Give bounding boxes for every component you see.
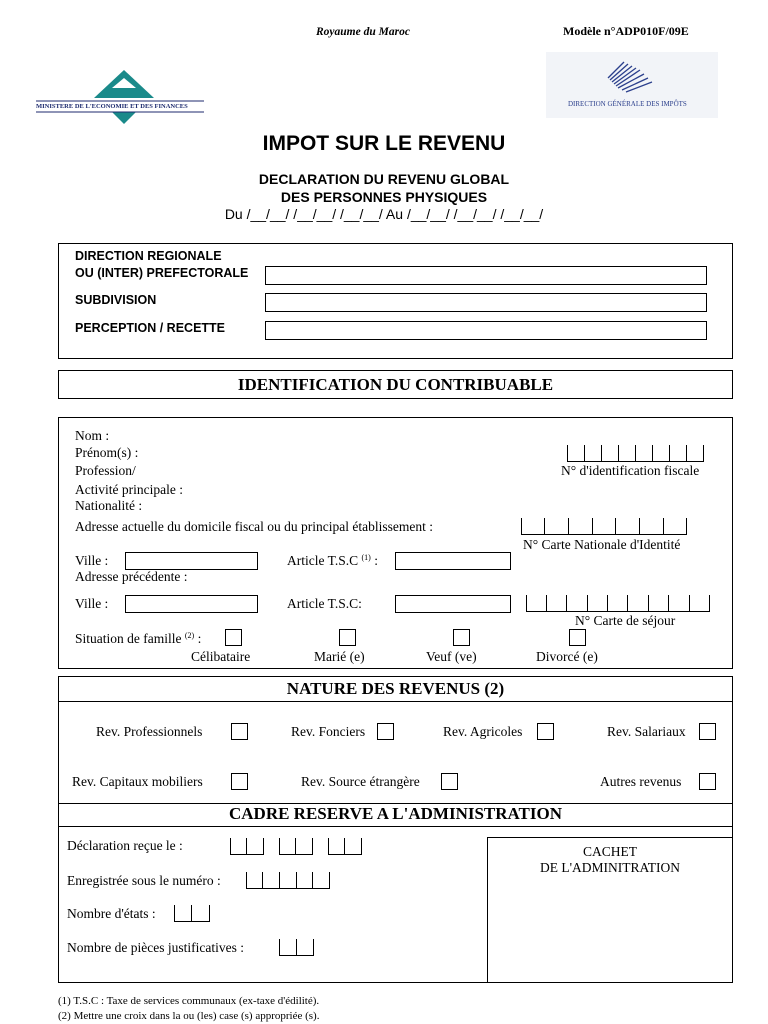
veuf-label: Veuf (ve): [426, 649, 477, 664]
pieces-justificatives-label: Nombre de pièces justificatives :: [67, 940, 244, 955]
carte-sejour-cells[interactable]: [526, 595, 710, 612]
autres-revenus-label: Autres revenus: [600, 774, 682, 789]
direction-label-line1: DIRECTION REGIONALE: [75, 249, 222, 263]
ville-precedente-label: Ville :: [75, 596, 109, 611]
subdivision-field[interactable]: [265, 293, 707, 312]
rev-agricoles-label: Rev. Agricoles: [443, 724, 523, 739]
dgi-logo-text: DIRECTION GÉNÉRALE DES IMPÔTS: [568, 100, 687, 108]
ville-precedente-field[interactable]: [125, 595, 258, 613]
rev-professionnels-checkbox[interactable]: [231, 723, 248, 740]
ministry-logo-text: MINISTERE DE L'ECONOMIE ET DES FINANCES: [36, 103, 188, 110]
ville-label: Ville :: [75, 553, 109, 568]
autres-revenus-checkbox[interactable]: [699, 773, 716, 790]
rev-salariaux-label: Rev. Salariaux: [607, 724, 686, 739]
cni-cells[interactable]: [521, 518, 687, 535]
main-title: IMPOT SUR LE REVENU: [262, 132, 506, 155]
article-tsc-precedent-label: Article T.S.C:: [287, 596, 362, 611]
footnote-2: (2) Mettre une croix dans la ou (les) case (s) appropriée (s).: [58, 1010, 320, 1022]
registration-number-cells[interactable]: [246, 872, 330, 889]
date-day-cells[interactable]: [230, 838, 264, 855]
kingdom-label: Royaume du Maroc: [316, 26, 410, 38]
subdivision-label: SUBDIVISION: [75, 293, 157, 307]
ville-field[interactable]: [125, 552, 258, 570]
cachet-label-line1: CACHET: [583, 844, 637, 859]
veuf-checkbox[interactable]: [453, 629, 470, 646]
date-year-cells[interactable]: [328, 838, 362, 855]
adresse-precedente-label: Adresse précédente :: [75, 569, 188, 584]
rev-source-etrangere-label: Rev. Source étrangère: [301, 774, 420, 789]
celibataire-checkbox[interactable]: [225, 629, 242, 646]
dgi-logo: [546, 52, 718, 118]
administration-heading: CADRE RESERVE A L'ADMINISTRATION: [228, 804, 562, 823]
activite-label: Activité principale :: [75, 482, 183, 497]
fiscal-id-label: N° d'identification fiscale: [561, 463, 700, 478]
rev-professionnels-label: Rev. Professionnels: [96, 724, 203, 739]
rev-source-etrangere-checkbox[interactable]: [441, 773, 458, 790]
subtitle-line1: DECLARATION DU REVENU GLOBAL: [258, 171, 510, 187]
direction-field[interactable]: [265, 266, 707, 285]
ministry-logo: [34, 68, 244, 128]
rev-salariaux-checkbox[interactable]: [699, 723, 716, 740]
pieces-justificatives-cells[interactable]: [279, 939, 314, 956]
article-tsc-precedent-field[interactable]: [395, 595, 511, 613]
divorce-checkbox[interactable]: [569, 629, 586, 646]
nom-label: Nom :: [75, 428, 110, 443]
nombre-etats-label: Nombre d'états :: [67, 906, 156, 921]
fiscal-id-cells[interactable]: [567, 445, 704, 462]
situation-label: Situation de famille $^{(2)}$ :: [75, 631, 202, 646]
perception-field[interactable]: [265, 321, 707, 340]
rev-agricoles-checkbox[interactable]: [537, 723, 554, 740]
direction-label-line2: OU (INTER) PREFECTORALE: [75, 266, 249, 280]
profession-label: Profession/: [75, 463, 136, 478]
rev-fonciers-label: Rev. Fonciers: [291, 724, 366, 739]
celibataire-label: Célibataire: [191, 649, 251, 664]
cachet-label-line2: DE L'ADMINITRATION: [539, 860, 681, 875]
perception-label: PERCEPTION / RECETTE: [75, 321, 226, 335]
identification-heading: IDENTIFICATION DU CONTRIBUABLE: [237, 375, 554, 394]
revenus-heading: NATURE DES REVENUS (2): [286, 679, 505, 698]
marie-checkbox[interactable]: [339, 629, 356, 646]
nationalite-label: Nationalité :: [75, 498, 143, 513]
prenom-label: Prénom(s) :: [75, 445, 139, 460]
rev-capitaux-label: Rev. Capitaux mobiliers: [72, 774, 203, 789]
subtitle-line2: DES PERSONNES PHYSIQUES: [280, 189, 488, 205]
marie-label: Marié (e): [314, 649, 365, 664]
footnote-1: (1) T.S.C : Taxe de services communaux (ex-taxe d'édilité).: [58, 995, 320, 1007]
rev-fonciers-checkbox[interactable]: [377, 723, 394, 740]
enregistree-label: Enregistrée sous le numéro :: [67, 873, 221, 888]
declaration-recue-label: Déclaration reçue le :: [67, 838, 183, 853]
rev-capitaux-checkbox[interactable]: [231, 773, 248, 790]
article-tsc-label: Article T.S.C $^{(1)}$ :: [287, 553, 378, 568]
divorce-label: Divorcé (e): [536, 649, 598, 664]
adresse-label: Adresse actuelle du domicile fiscal ou du principal établissement :: [75, 519, 434, 534]
carte-sejour-label: N° Carte de séjour: [575, 613, 676, 628]
article-tsc-field[interactable]: [395, 552, 511, 570]
cni-label: N° Carte Nationale d'Identité: [523, 537, 681, 552]
declaration-period: Du /__/__/ /__/__/ /__/__/ Au /__/__/ /__/__/ /__/__/: [224, 206, 544, 222]
nombre-etats-cells[interactable]: [174, 905, 210, 922]
date-month-cells[interactable]: [279, 838, 313, 855]
model-number: Modèle n°ADP010F/09E: [563, 24, 689, 38]
